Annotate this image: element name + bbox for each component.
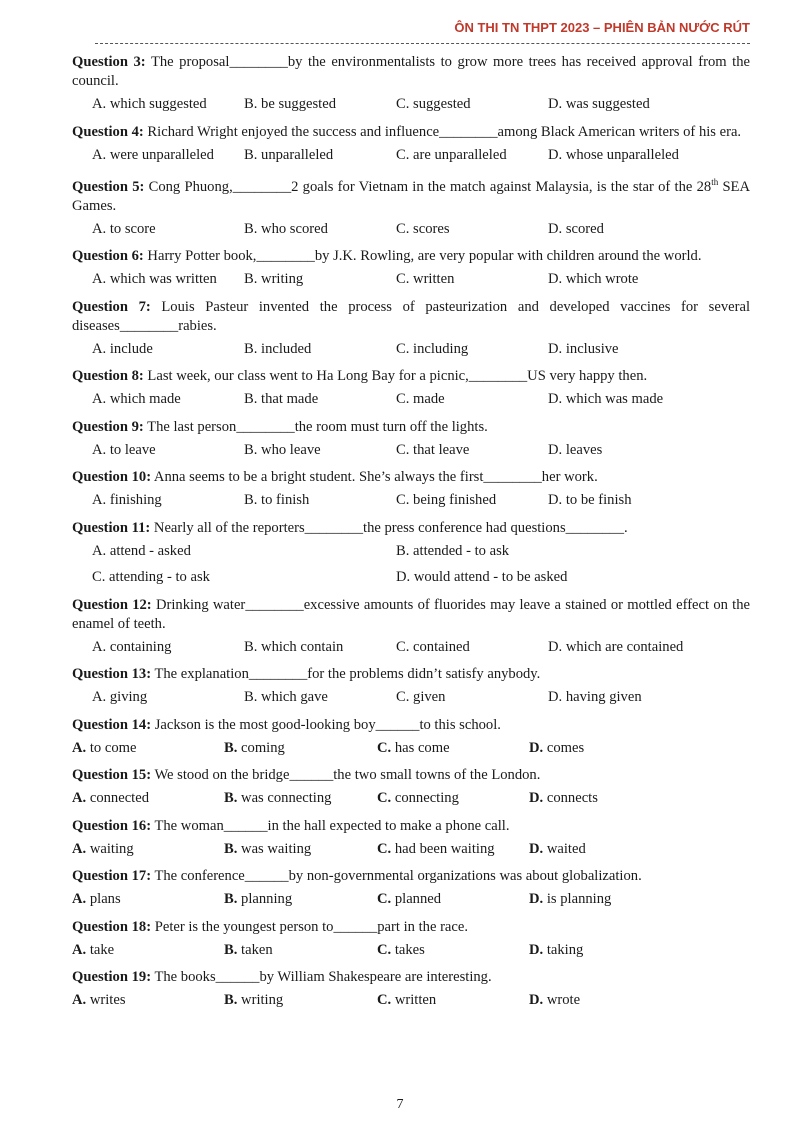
answer-option: B. was connecting (224, 790, 332, 807)
question-label: Question 13: (72, 666, 152, 683)
options-row (72, 442, 750, 469)
answer-option: A. which made (92, 391, 181, 408)
answer-blank: ________ (256, 248, 315, 265)
question-block (72, 665, 750, 716)
answer-blank: ________ (304, 519, 364, 536)
question-label: Question 8: (72, 368, 144, 385)
answer-option: D. inclusive (548, 340, 619, 357)
question-stem (72, 53, 750, 91)
question-text: the two small towns of the London. (333, 767, 541, 784)
question-stem (72, 418, 750, 437)
answer-option: C. planned (377, 891, 442, 908)
question-text: Anna seems to be a bright student. She’s always the first (153, 469, 484, 486)
answer-blank: ______ (289, 767, 334, 784)
options-row (72, 221, 750, 248)
answer-option: A. finishing (92, 492, 162, 509)
question-stem (72, 173, 750, 216)
question-text: Cong Phuong, (148, 178, 233, 195)
options-row (72, 790, 750, 817)
question-block (72, 867, 750, 918)
question-stem (72, 519, 750, 538)
question-text: 2 goals for Vietnam in the match against Malaysia, is the star of the 28th SEA Games. (72, 177, 751, 214)
answer-option: D. scored (548, 220, 604, 237)
answer-option: C. scores (396, 220, 450, 237)
answer-option: C. connecting (377, 790, 459, 807)
question-text: Harry Potter book, (147, 248, 257, 265)
question-block (72, 53, 750, 123)
question-stem (72, 817, 750, 836)
question-text: The last person (147, 418, 237, 435)
answer-option: A. waiting (72, 840, 134, 857)
answer-option: D. leaves (548, 441, 603, 458)
question-text: part in the race. (377, 918, 469, 935)
page-header-title: ÔN THI TN THPT 2023 – PHIÊN BẢN NƯỚC RÚT (454, 20, 750, 35)
answer-option: B. unparalleled (244, 146, 334, 163)
answer-option: A. include (92, 340, 153, 357)
answer-option: D. would attend - to be asked (396, 569, 568, 586)
answer-option: B. be suggested (244, 96, 337, 112)
options-row (72, 543, 750, 570)
question-block (72, 519, 750, 596)
question-block (72, 123, 750, 174)
options-row (72, 569, 750, 596)
options-row (72, 689, 750, 716)
question-text: . (624, 519, 628, 536)
options-row (72, 639, 750, 666)
answer-option: A. to score (92, 220, 156, 237)
question-block (72, 596, 750, 666)
question-text: among Black American writers of his era. (497, 123, 742, 140)
answer-option: D. is planning (529, 891, 612, 908)
question-block (72, 716, 750, 767)
answer-option: D. taking (529, 941, 584, 958)
options-row (72, 740, 750, 767)
question-list (72, 53, 750, 1019)
answer-blank: ________ (229, 54, 288, 70)
question-label: Question 3: (72, 54, 146, 70)
question-label: Question 18: (72, 918, 152, 935)
answer-option: D. to be finish (548, 492, 632, 509)
options-row (72, 391, 750, 418)
options-row (72, 841, 750, 868)
answer-blank: ________ (468, 368, 528, 385)
answer-option: C. attending - to ask (92, 569, 210, 586)
question-label: Question 16: (72, 817, 152, 834)
question-stem (72, 596, 750, 634)
answer-option: D. which are contained (548, 638, 684, 655)
answer-blank: ________ (232, 178, 292, 195)
question-block (72, 766, 750, 817)
answer-blank: ________ (248, 666, 308, 683)
answer-option: D. which wrote (548, 271, 639, 288)
answer-option: B. taken (224, 941, 273, 958)
answer-blank: ______ (215, 969, 260, 986)
question-text: The conference (154, 868, 245, 885)
answer-option: B. writing (244, 271, 304, 288)
answer-blank: ________ (119, 317, 179, 334)
options-row (72, 96, 750, 123)
answer-option: C. made (396, 391, 445, 408)
question-text: by the environmentalists to grow more trees has received approval from the council. (72, 54, 750, 89)
question-text: rabies. (178, 317, 217, 334)
options-row (72, 891, 750, 918)
options-row (72, 942, 750, 969)
answer-option: D. was suggested (548, 96, 650, 112)
options-row (72, 492, 750, 519)
question-label: Question 10: (72, 469, 152, 486)
options-row (72, 992, 750, 1019)
answer-option: B. attended - to ask (396, 542, 510, 559)
answer-option: C. had been waiting (377, 840, 495, 857)
answer-option: C. suggested (396, 96, 471, 112)
answer-option: D. wrote (529, 992, 581, 1009)
question-block (72, 173, 750, 247)
question-block (72, 367, 750, 418)
answer-blank: ______ (375, 716, 420, 733)
question-label: Question 6: (72, 248, 144, 265)
answer-option: A. plans (72, 891, 121, 908)
question-text: Jackson is the most good-looking boy (154, 716, 376, 733)
question-stem (72, 766, 750, 785)
question-text: We stood on the bridge (154, 767, 290, 784)
answer-option: C. that leave (396, 441, 470, 458)
answer-option: B. was waiting (224, 840, 312, 857)
answer-option: C. including (396, 340, 469, 357)
answer-option: D. connects (529, 790, 598, 807)
question-label: Question 12: (72, 596, 152, 613)
answer-option: C. contained (396, 638, 470, 655)
question-text: The explanation (154, 666, 249, 683)
answer-option: A. writes (72, 992, 126, 1009)
question-label: Question 11: (72, 519, 151, 536)
answer-blank: ________ (565, 519, 625, 536)
answer-option: D. which was made (548, 391, 664, 408)
question-text: US very happy then. (527, 368, 648, 385)
answer-option: D. whose unparalleled (548, 146, 679, 163)
header-divider (95, 43, 750, 44)
question-stem (72, 716, 750, 735)
question-stem (72, 123, 750, 142)
options-row (72, 341, 750, 368)
question-block (72, 817, 750, 868)
answer-option: A. which was written (92, 271, 217, 288)
question-text: Peter is the youngest person to (154, 918, 334, 935)
question-text: to this school. (419, 716, 501, 733)
question-label: Question 7: (72, 298, 151, 315)
answer-option: B. included (244, 340, 312, 357)
question-text: by non-governmental organizations was about globalization. (288, 868, 642, 885)
question-label: Question 5: (72, 178, 145, 195)
answer-blank: ________ (236, 418, 295, 435)
question-text: The books (154, 969, 216, 986)
question-block (72, 918, 750, 969)
question-text: in the hall expected to make a phone call. (267, 817, 510, 834)
question-block (72, 468, 750, 519)
answer-blank: ________ (483, 469, 542, 486)
question-text: excessive amounts of fluorides may leave a stained or mottled effect on the enamel of teeth. (72, 596, 750, 632)
question-stem (72, 918, 750, 937)
options-row (72, 147, 750, 174)
answer-option: B. to finish (244, 492, 310, 509)
question-text: Nearly all of the reporters (153, 519, 305, 536)
question-label: Question 9: (72, 418, 144, 435)
question-text: The proposal (150, 54, 230, 70)
answer-option: B. who scored (244, 220, 328, 237)
question-text: Last week, our class went to Ha Long Bay for a picnic, (147, 368, 469, 385)
question-block (72, 298, 750, 368)
question-text: her work. (541, 469, 598, 486)
question-stem (72, 665, 750, 684)
options-row (72, 271, 750, 298)
answer-option: A. containing (92, 638, 172, 655)
answer-option: A. to leave (92, 441, 156, 458)
answer-blank: ________ (245, 596, 304, 613)
answer-option: A. attend - asked (92, 542, 191, 559)
question-stem (72, 298, 750, 336)
answer-blank: ______ (244, 868, 289, 885)
answer-blank: ________ (439, 123, 498, 140)
question-block (72, 418, 750, 469)
question-label: Question 14: (72, 716, 152, 733)
page-number: 7 (396, 1097, 404, 1112)
answer-option: A. to come (72, 739, 137, 756)
answer-option: B. coming (224, 739, 285, 756)
answer-option: A. which suggested (92, 96, 207, 112)
answer-option: A. giving (92, 689, 148, 706)
question-label: Question 17: (72, 868, 152, 885)
answer-option: B. writing (224, 992, 284, 1009)
question-text: Richard Wright enjoyed the success and influence (147, 123, 440, 140)
question-label: Question 4: (72, 123, 144, 140)
answer-option: B. which gave (244, 689, 328, 706)
answer-option: B. that made (244, 391, 319, 408)
answer-option: B. planning (224, 891, 293, 908)
question-text: the room must turn off the lights. (294, 418, 488, 435)
question-label: Question 15: (72, 767, 152, 784)
answer-blank: ______ (333, 918, 378, 935)
answer-option: C. has come (377, 739, 450, 756)
question-stem (72, 968, 750, 987)
question-text: Drinking water (155, 596, 246, 613)
answer-option: C. are unparalleled (396, 146, 507, 163)
question-block (72, 247, 750, 298)
question-stem (72, 367, 750, 386)
question-block (72, 968, 750, 1019)
question-text: by William Shakespeare are interesting. (259, 969, 492, 986)
question-text: The woman (154, 817, 224, 834)
answer-option: D. having given (548, 689, 642, 706)
answer-option: C. being finished (396, 492, 497, 509)
question-stem (72, 468, 750, 487)
question-label: Question 19: (72, 969, 152, 986)
answer-option: B. who leave (244, 441, 321, 458)
answer-option: A. connected (72, 790, 150, 807)
question-text: the press conference had questions (363, 519, 566, 536)
answer-option: D. comes (529, 739, 585, 756)
answer-option: A. were unparalleled (92, 146, 214, 163)
answer-option: C. written (396, 271, 455, 288)
answer-option: C. written (377, 992, 437, 1009)
answer-option: D. waited (529, 840, 586, 857)
question-stem (72, 247, 750, 266)
answer-option: B. which contain (244, 638, 344, 655)
answer-option: C. takes (377, 941, 425, 958)
question-text: Louis Pasteur invented the process of pasteurization and developed vaccines for several diseases (72, 298, 750, 334)
answer-option: A. take (72, 941, 115, 958)
question-text: by J.K. Rowling, are very popular with children around the world. (314, 248, 702, 265)
answer-option: C. given (396, 689, 446, 706)
answer-blank: ______ (223, 817, 268, 834)
question-text: for the problems didn’t satisfy anybody. (307, 666, 541, 683)
question-stem (72, 867, 750, 886)
